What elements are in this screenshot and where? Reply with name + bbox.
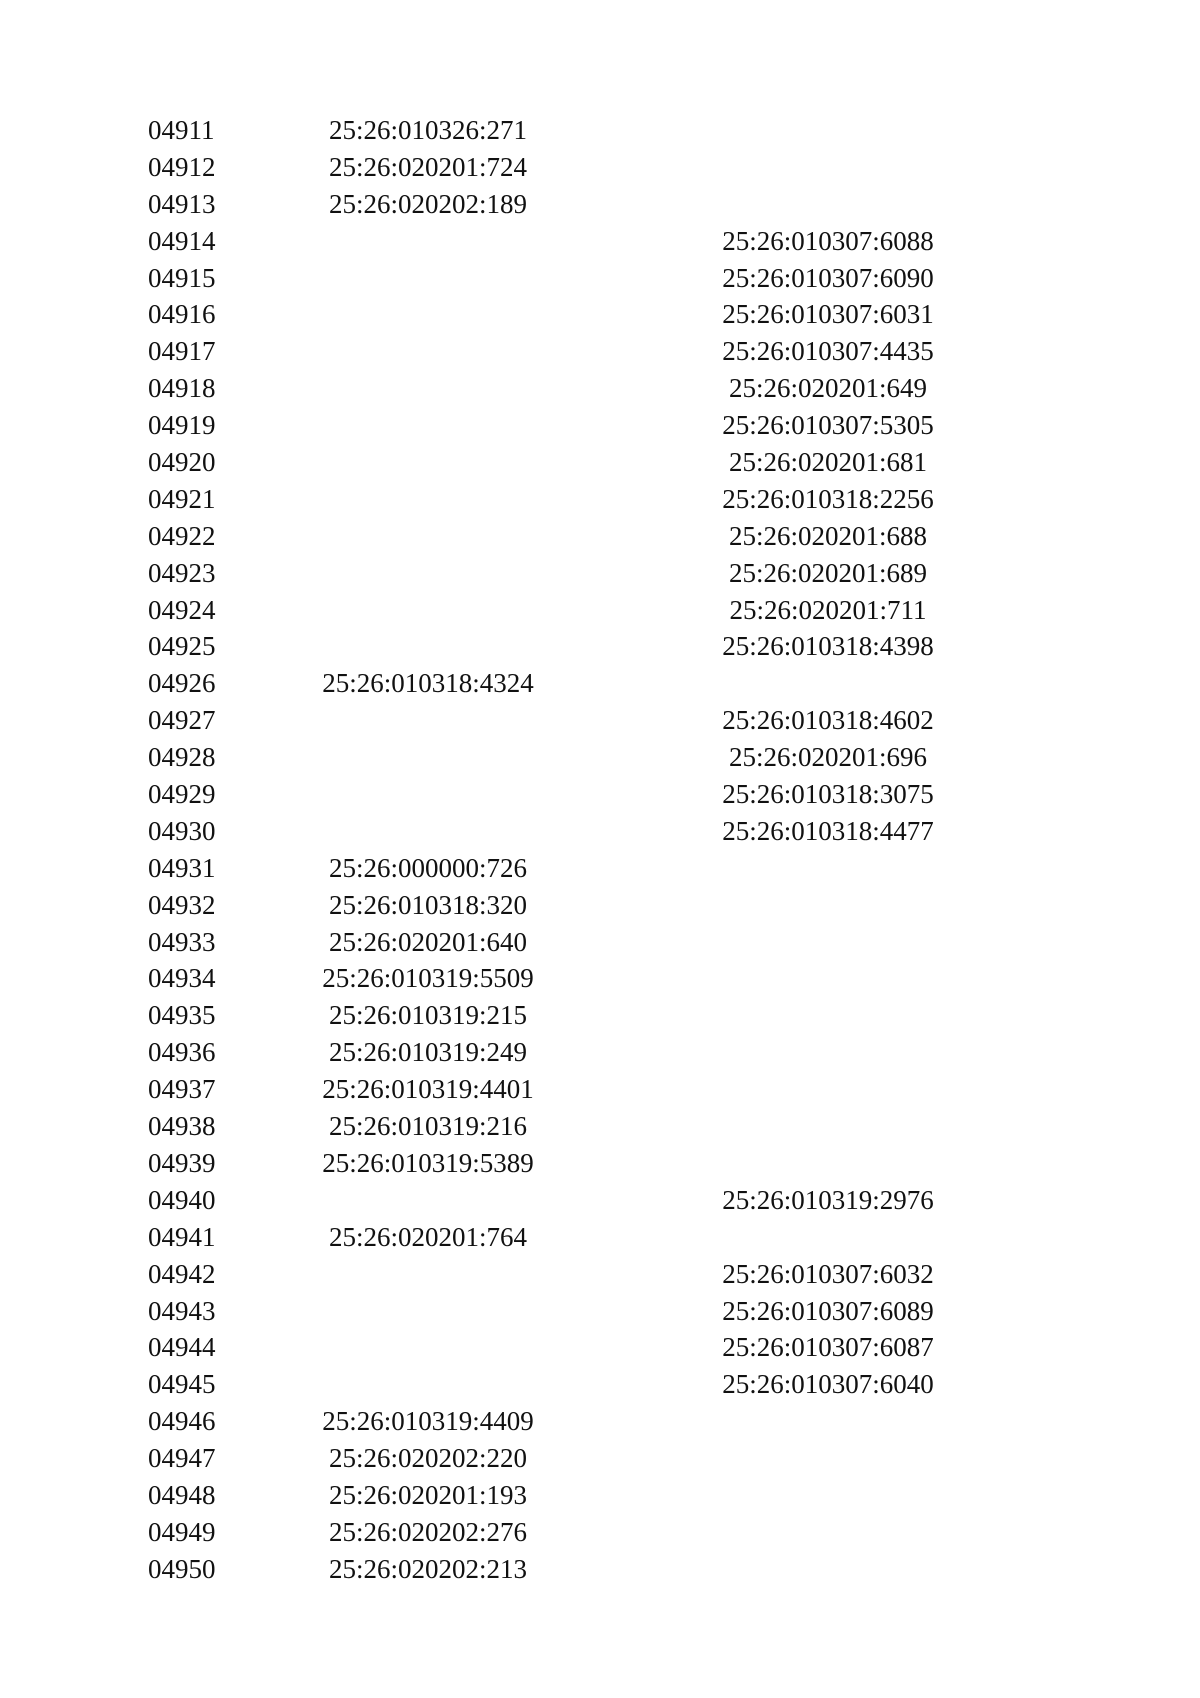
table-row [148, 1145, 1048, 1182]
row-number: 04932 [148, 889, 216, 920]
cadastral-number-col3: 25:26:010307:6032 [722, 1258, 934, 1289]
table-row [148, 296, 1048, 333]
cadastral-number-col2: 25:26:010318:4324 [322, 668, 534, 699]
row-number: 04950 [148, 1553, 216, 1584]
cadastral-number-col3: 25:26:010318:3075 [722, 779, 934, 810]
table-row [148, 1071, 1048, 1108]
cadastral-number-col2: 25:26:020201:193 [328, 1479, 527, 1510]
table-row [148, 370, 1048, 407]
row-number: 04945 [148, 1369, 216, 1400]
cadastral-number-col3: 25:26:010318:4398 [722, 631, 934, 662]
row-number: 04922 [148, 520, 216, 551]
row-number: 04931 [148, 852, 216, 883]
table-row [148, 223, 1048, 260]
row-number: 04934 [148, 963, 216, 994]
cadastral-number-col3: 25:26:010318:4477 [722, 815, 934, 846]
table-row [148, 1551, 1048, 1588]
row-number: 04949 [148, 1516, 216, 1547]
table-row [148, 481, 1048, 518]
row-number: 04942 [148, 1258, 216, 1289]
cadastral-number-col3: 25:26:010307:6087 [722, 1332, 934, 1363]
table-row [148, 739, 1048, 776]
table-row [148, 1182, 1048, 1219]
table-row [148, 997, 1048, 1034]
row-number: 04930 [148, 815, 216, 846]
row-number: 04912 [148, 151, 216, 182]
row-number: 04927 [148, 705, 216, 736]
cadastral-number-col3: 25:26:010318:2256 [722, 483, 934, 514]
table-row [148, 776, 1048, 813]
table-row [148, 1034, 1048, 1071]
table-row [148, 924, 1048, 961]
row-number: 04918 [148, 373, 216, 404]
cadastral-number-col2: 25:26:020201:764 [328, 1221, 527, 1252]
cadastral-number-col3: 25:26:010307:4435 [722, 336, 934, 367]
row-number: 04937 [148, 1074, 216, 1105]
table-row [148, 333, 1048, 370]
row-number: 04935 [148, 1000, 216, 1031]
table-row [148, 555, 1048, 592]
cadastral-number-col2: 25:26:000000:726 [328, 852, 527, 883]
cadastral-number-col3: 25:26:010307:6040 [722, 1369, 934, 1400]
table-row [148, 592, 1048, 629]
table-row [148, 444, 1048, 481]
cadastral-number-col3: 25:26:020201:688 [728, 520, 927, 551]
table-row [148, 112, 1048, 149]
cadastral-number-col2: 25:26:020202:189 [328, 188, 527, 219]
table-row [148, 186, 1048, 223]
table-row [148, 1403, 1048, 1440]
cadastral-number-col2: 25:26:020202:276 [328, 1516, 527, 1547]
table-row [148, 850, 1048, 887]
row-number: 04929 [148, 779, 216, 810]
row-number: 04941 [148, 1221, 216, 1252]
row-number: 04933 [148, 926, 216, 957]
table-row [148, 407, 1048, 444]
cadastral-number-col2: 25:26:010319:5509 [322, 963, 534, 994]
cadastral-number-col3: 25:26:020201:681 [728, 447, 927, 478]
row-number: 04919 [148, 410, 216, 441]
cadastral-number-col2: 25:26:020202:220 [328, 1443, 527, 1474]
table-row [148, 1293, 1048, 1330]
cadastral-number-col3: 25:26:010307:6088 [722, 225, 934, 256]
table-row [148, 149, 1048, 186]
cadastral-number-col3: 25:26:020201:649 [728, 373, 927, 404]
table-row [148, 260, 1048, 297]
table-row [148, 702, 1048, 739]
row-number: 04921 [148, 483, 216, 514]
data-table [148, 112, 1048, 1588]
table-row [148, 1256, 1048, 1293]
cadastral-number-col2: 25:26:020202:213 [328, 1553, 527, 1584]
table-row [148, 518, 1048, 555]
cadastral-number-col3: 25:26:010307:6089 [722, 1295, 934, 1326]
row-number: 04948 [148, 1479, 216, 1510]
table-row [148, 1108, 1048, 1145]
cadastral-number-col2: 25:26:010326:271 [328, 115, 527, 145]
row-number: 04943 [148, 1295, 216, 1326]
row-number: 04916 [148, 299, 216, 330]
cadastral-number-col3: 25:26:010307:5305 [722, 410, 934, 441]
cadastral-number-col3: 25:26:010307:6031 [722, 299, 934, 330]
table-row [148, 1366, 1048, 1403]
row-number: 04913 [148, 188, 216, 219]
row-number: 04926 [148, 668, 216, 699]
cadastral-number-col2: 25:26:010319:215 [328, 1000, 527, 1031]
row-number: 04915 [148, 262, 216, 293]
cadastral-number-col2: 25:26:010319:5389 [322, 1147, 534, 1178]
row-number: 04925 [148, 631, 216, 662]
cadastral-number-col2: 25:26:010318:320 [328, 889, 527, 920]
cadastral-number-col3: 25:26:020201:711 [729, 594, 927, 625]
row-number: 04923 [148, 557, 216, 588]
table-row [148, 665, 1048, 702]
cadastral-number-col3: 25:26:020201:696 [728, 742, 927, 773]
table-row [148, 1219, 1048, 1256]
cadastral-number-col3: 25:26:020201:689 [728, 557, 927, 588]
cadastral-number-col2: 25:26:010319:249 [328, 1037, 527, 1068]
row-number: 04914 [148, 225, 216, 256]
row-number: 04940 [148, 1184, 216, 1215]
table-row [148, 960, 1048, 997]
row-number: 04939 [148, 1147, 216, 1178]
cadastral-number-col2: 25:26:020201:724 [328, 151, 527, 182]
row-number: 04947 [148, 1443, 216, 1474]
table-row [148, 813, 1048, 850]
row-number: 04936 [148, 1037, 216, 1068]
cadastral-number-col2: 25:26:010319:4401 [322, 1074, 534, 1105]
cadastral-number-col3: 25:26:010307:6090 [722, 262, 934, 293]
row-number: 04920 [148, 447, 216, 478]
row-number: 04928 [148, 742, 216, 773]
row-number: 04924 [148, 594, 216, 625]
table-row [148, 1477, 1048, 1514]
table-row [148, 1440, 1048, 1477]
cadastral-number-col3: 25:26:010319:2976 [722, 1184, 934, 1215]
row-number: 04946 [148, 1406, 216, 1437]
table-row [148, 1329, 1048, 1366]
cadastral-number-col2: 25:26:010319:4409 [322, 1406, 534, 1437]
cadastral-number-col2: 25:26:010319:216 [328, 1111, 527, 1142]
table-row [148, 1514, 1048, 1551]
row-number: 04917 [148, 336, 216, 367]
table-row [148, 628, 1048, 665]
table-row [148, 887, 1048, 924]
cadastral-number-col3: 25:26:010318:4602 [722, 705, 934, 736]
row-number: 04938 [148, 1111, 216, 1142]
row-number: 04911 [148, 115, 215, 145]
cadastral-number-col2: 25:26:020201:640 [328, 926, 527, 957]
row-number: 04944 [148, 1332, 216, 1363]
